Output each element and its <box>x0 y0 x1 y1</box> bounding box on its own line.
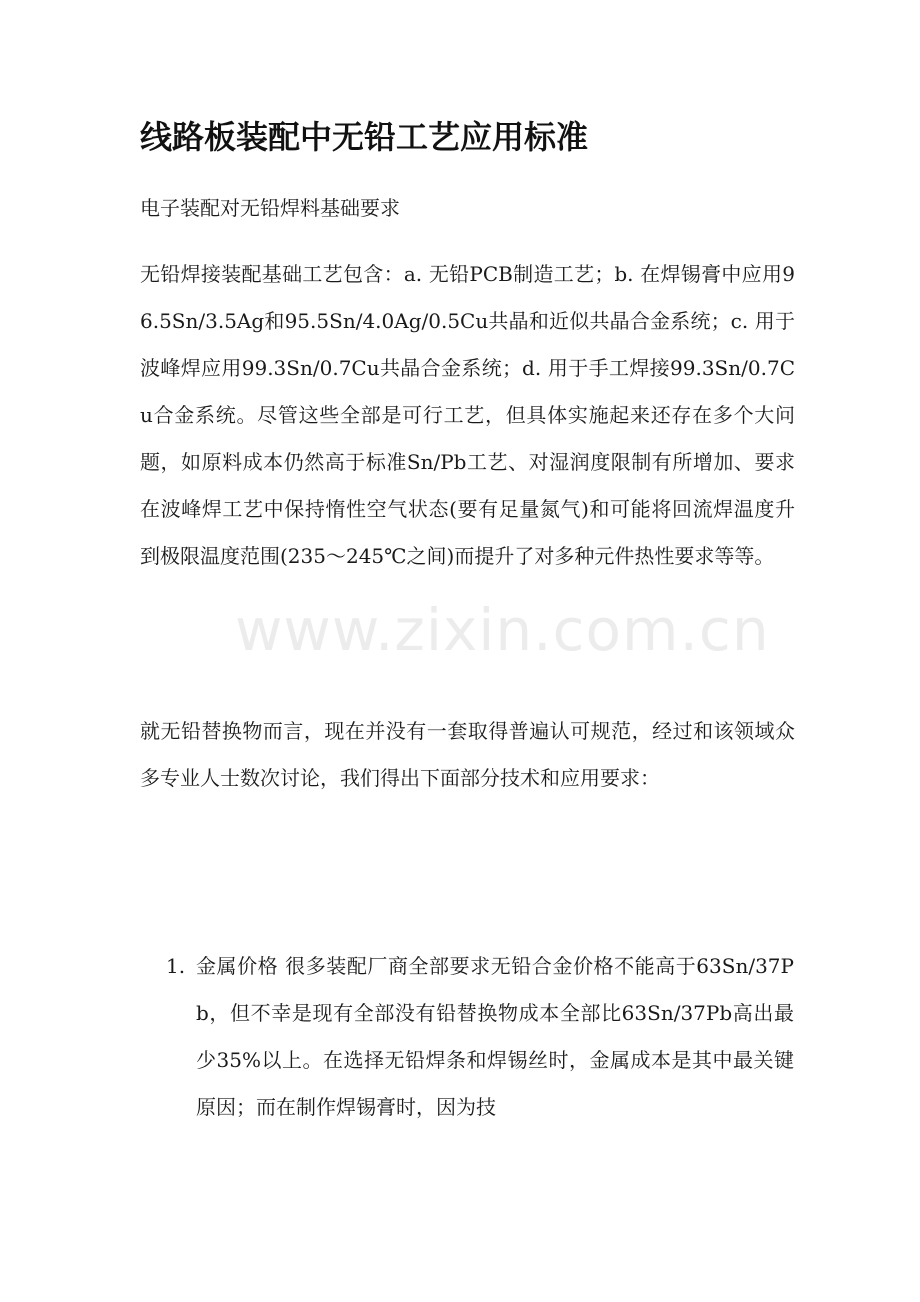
document-title: 线路板装配中无铅工艺应用标准 <box>140 118 589 156</box>
list-number: 1. <box>166 954 186 978</box>
paragraph-process: 无铅焊接装配基础工艺包含：a. 无铅PCB制造工艺；b. 在焊锡膏中应用96.5Sn/3.5Ag和95.5Sn/4.0Ag/0.5Cu共晶和近似共晶合金系统；c. 用于波峰焊应用99.3Sn/0.7Cu共晶合金系统；d. 用于手工焊接99.3Sn/0.7Cu合金系统。尽管这些全部是可行工艺，但具体实施起来还存在多个大问题，如原料成本仍然高于标准Sn/Pb工艺、对湿润度限制有所增加、要求在波峰焊工艺中保持惰性空气状态(要有足量氮气)和可能将回流焊温度升到极限温度范围(235～245℃之间)而提升了对多种元件热性要求等等。 <box>140 262 795 568</box>
paragraph-standards: 就无铅替换物而言，现在并没有一套取得普遍认可规范，经过和该领域众多专业人士数次讨论，我们得出下面部分技术和应用要求： <box>140 719 795 790</box>
list-item <box>140 943 800 1131</box>
watermark-text: www.zixin.com.cn <box>235 596 770 664</box>
numbered-list <box>140 943 800 1131</box>
list-item-text: 金属价格 很多装配厂商全部要求无铅合金价格不能高于63Sn/37Pb，但不幸是现有全部没有铅替换物成本全部比63Sn/37Pb高出最少35%以上。在选择无铅焊条和焊锡丝时，金属成本是其中最关键原因；而在制作焊锡膏时，因为技 <box>196 954 794 1119</box>
section-heading: 电子装配对无铅焊料基础要求 <box>140 196 400 220</box>
